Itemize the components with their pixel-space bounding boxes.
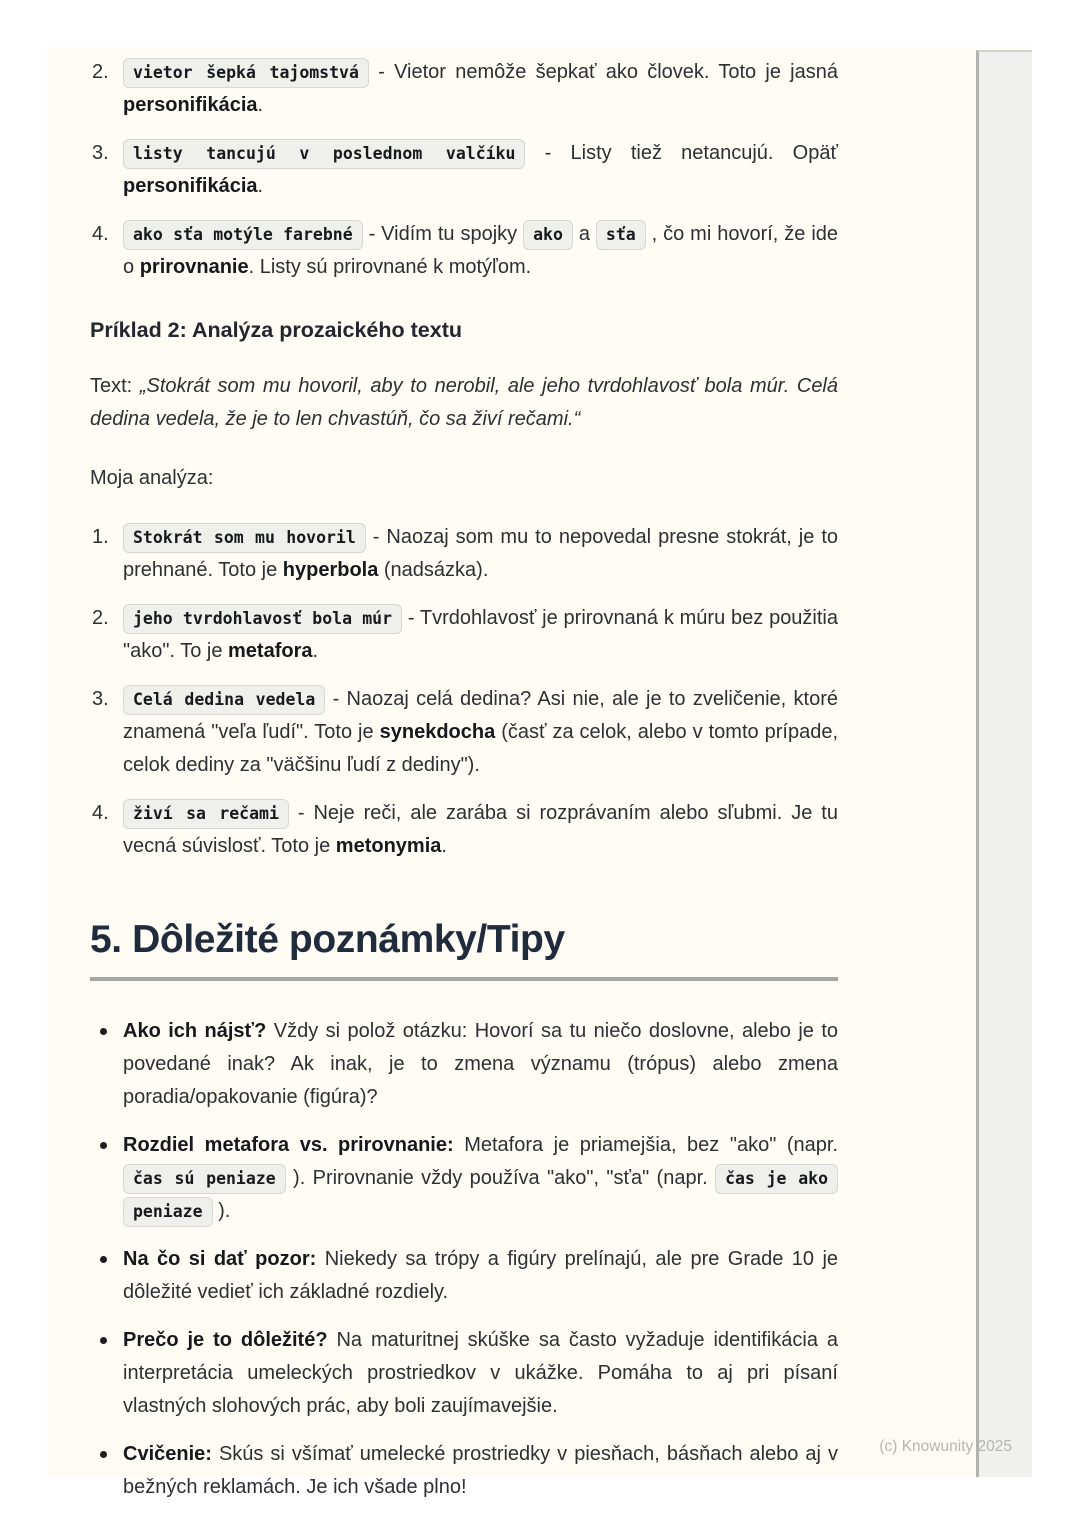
text-run: . bbox=[441, 835, 447, 857]
list-item bbox=[92, 137, 838, 203]
text-run: . Listy sú prirovnané k motýľom. bbox=[248, 256, 532, 278]
inline-code-badge: živí sa rečami bbox=[123, 799, 289, 829]
text-run: , čo mi hovorí, že ide o bbox=[123, 223, 839, 278]
text-run: - Listy tiež netancujú. Opäť bbox=[525, 142, 838, 164]
bold-run: metafora bbox=[228, 640, 313, 662]
text-run: . bbox=[257, 175, 264, 197]
inline-code-badge: Stokrát som mu hovoril bbox=[123, 523, 366, 553]
list-number: 3. bbox=[92, 142, 109, 164]
list-item bbox=[123, 1438, 838, 1504]
text-run: Text: bbox=[90, 375, 140, 397]
text-run: - Vietor nemôže šepkať ako človek. Toto je jasná bbox=[368, 61, 838, 83]
list-item bbox=[123, 1243, 838, 1309]
example1-analysis-list bbox=[90, 56, 838, 284]
section-divider bbox=[90, 977, 838, 981]
inline-code-badge: ako bbox=[523, 220, 573, 250]
list-item bbox=[123, 1129, 838, 1228]
list-number: 2. bbox=[92, 61, 109, 83]
example2-heading: Príklad 2: Analýza prozaického textu bbox=[90, 318, 462, 342]
inline-code-badge: ako sťa motýle farebné bbox=[123, 220, 363, 250]
inline-code-badge: Celá dedina vedela bbox=[123, 685, 325, 715]
text-run: Skús si všímať umelecké prostriedky v piesňach, básňach alebo aj v bežných reklamách. Je ich všade plno! bbox=[123, 1443, 838, 1498]
bold-run: hyperbola bbox=[282, 559, 379, 581]
text-run: Niekedy sa trópy a figúry prelínajú, ale pre Grade 10 je dôležité vedieť ich základné rozdiely. bbox=[123, 1248, 839, 1303]
text-run: Moja analýza: bbox=[90, 467, 214, 489]
list-item bbox=[92, 602, 839, 668]
bold-run: personifikácia bbox=[123, 175, 258, 197]
inline-code-badge: vietor šepká tajomstvá bbox=[123, 58, 369, 88]
bold-run: Prečo je to dôležité? bbox=[123, 1329, 328, 1351]
bold-run: prirovnanie bbox=[139, 256, 249, 278]
text-run: (časť za celok, alebo v tomto prípade, celok dediny za "väčšinu ľudí z dediny"). bbox=[123, 721, 839, 776]
scrollbar-strip[interactable] bbox=[976, 50, 1032, 1477]
inline-code-badge: sťa bbox=[596, 220, 646, 250]
text-run: Vždy si polož otázku: Hovorí sa tu niečo doslovne, alebo je to povedané inak? Ak inak, je to zmena významu (trópus) alebo zmena poradia/opakovanie (figúra)? bbox=[123, 1020, 839, 1108]
text-run: - Naozaj celá dedina? Asi nie, ale je to zveličenie, ktoré znamená "veľa ľudí". Toto je bbox=[123, 688, 838, 743]
example2-analysis-list bbox=[90, 521, 838, 863]
italic-run: „Stokrát som mu hovoril, aby to nerobil, ale jeho tvrdohlavosť bola múr. Celá dedina vedela, že je to len chvastúň, čo sa živí rečami.“ bbox=[90, 375, 839, 430]
inline-code-badge: čas sú peniaze bbox=[123, 1164, 286, 1194]
list-number: 4. bbox=[92, 223, 109, 245]
inline-code-badge: jeho tvrdohlavosť bola múr bbox=[123, 604, 402, 634]
text-run: . bbox=[257, 94, 264, 116]
document-body bbox=[90, 47, 838, 1504]
bold-run: metonymia bbox=[335, 835, 442, 857]
bold-run: synekdocha bbox=[379, 721, 496, 743]
copyright-text: (c) Knowunity 2025 bbox=[879, 1438, 1012, 1455]
my-analysis-label bbox=[90, 462, 838, 495]
list-item bbox=[92, 683, 839, 782]
example2-source-text bbox=[90, 370, 838, 436]
text-run: . bbox=[312, 640, 319, 662]
document-page bbox=[47, 47, 1032, 1498]
text-run: - Vidím tu spojky bbox=[362, 223, 524, 245]
tips-list bbox=[90, 1015, 838, 1504]
list-item bbox=[92, 56, 838, 122]
bold-run: personifikácia bbox=[123, 94, 258, 116]
text-run: Na maturitnej skúške sa často vyžaduje identifikácia a interpretácia umeleckých prostriedkov v ukážke. Pomáha to aj pri písaní vlastných slohových prác, aby boli zaujímavejšie. bbox=[123, 1329, 838, 1417]
text-run: a bbox=[572, 223, 596, 245]
bold-run: Na čo si dať pozor: bbox=[123, 1248, 317, 1270]
section5-heading: 5. Dôležité poznámky/Tipy bbox=[90, 918, 565, 961]
bold-run: Rozdiel metafora vs. prirovnanie: bbox=[123, 1134, 454, 1156]
inline-code-badge: listy tancujú v poslednom valčíku bbox=[123, 139, 525, 169]
list-number: 4. bbox=[92, 802, 109, 824]
text-run: (nadsázka). bbox=[378, 559, 489, 581]
list-item bbox=[123, 1015, 838, 1114]
bold-run: Ako ich nájsť? bbox=[123, 1020, 267, 1042]
text-run: - Tvrdohlavosť je prirovnaná k múru bez použitia "ako". To je bbox=[123, 607, 839, 662]
text-run: ). bbox=[212, 1200, 231, 1222]
bold-run: Cvičenie: bbox=[123, 1443, 212, 1465]
text-run: - Naozaj som mu to nepovedal presne stokrát, je to prehnané. Toto je bbox=[123, 526, 839, 581]
text-run: - Neje reči, ale zarába si rozprávaním alebo sľubmi. Je tu vecná súvislosť. Toto je bbox=[123, 802, 838, 857]
list-number: 3. bbox=[92, 688, 109, 710]
list-item bbox=[92, 218, 839, 284]
list-number: 2. bbox=[92, 607, 109, 629]
list-item bbox=[92, 797, 838, 863]
text-run: Metafora je priamejšia, bez "ako" (napr. bbox=[453, 1134, 838, 1156]
inline-code-badge: čas je ako peniaze bbox=[123, 1164, 838, 1227]
list-number: 1. bbox=[92, 526, 109, 548]
list-item bbox=[123, 1324, 838, 1423]
text-run: ). Prirovnanie vždy používa "ako", "sťa" (napr. bbox=[285, 1167, 716, 1189]
list-item bbox=[92, 521, 839, 587]
